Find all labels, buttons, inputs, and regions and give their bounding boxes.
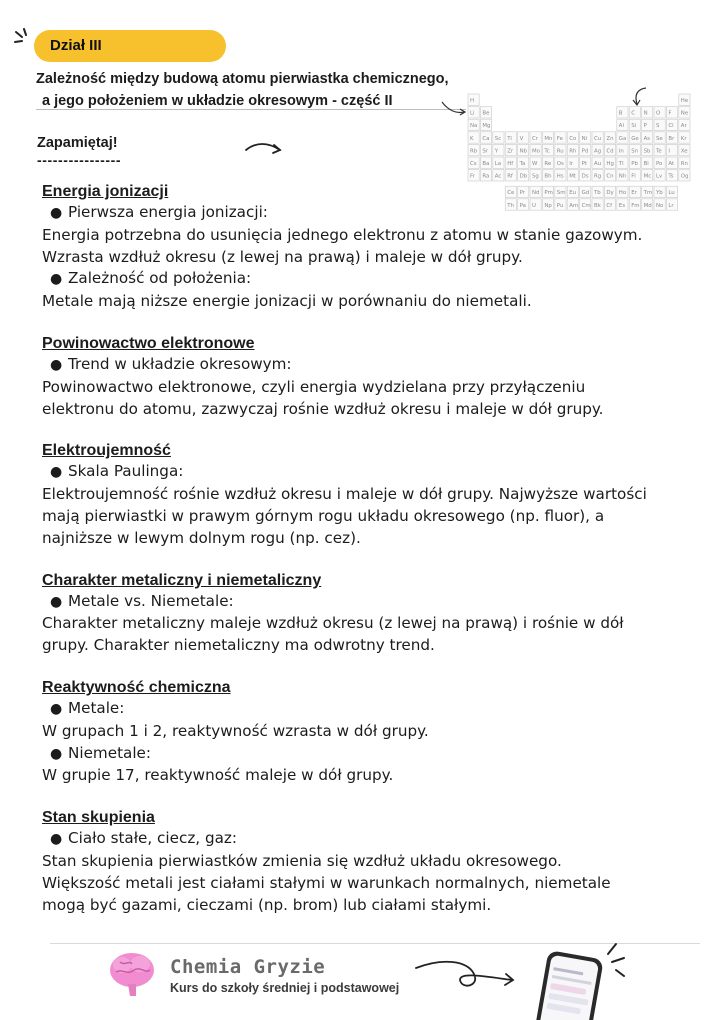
arrow-right-icon [244, 138, 284, 160]
bullet-item [42, 743, 682, 766]
bullet-text: Pierwsza energia jonizacji: [68, 203, 268, 221]
element-symbol: Zn [606, 135, 614, 142]
section-heading: Energia jonizacji [42, 183, 169, 200]
bullet-dot-icon: ● [50, 700, 63, 717]
page-title [36, 68, 476, 112]
element-symbol: Cn [606, 173, 614, 180]
section-heading: Powinowactwo elektronowe [42, 334, 255, 352]
body-text-line: mają pierwiastki w prawym górnym rogu układu okresowego (np. fluor), a [42, 506, 605, 525]
element-symbol: Fl [631, 173, 636, 180]
element-symbol: Fe [556, 135, 563, 142]
element-symbol: Pd [581, 148, 589, 155]
element-symbol: As [643, 135, 651, 142]
element-symbol: He [680, 98, 689, 104]
title-underline [36, 109, 466, 110]
element-symbol: Cf [606, 202, 613, 209]
bullet-dot-icon: ● [50, 831, 63, 848]
bullet-dot-icon: ● [50, 271, 63, 288]
element-symbol: Ni [581, 135, 588, 142]
element-symbol: Rh [569, 148, 577, 155]
bullet-text: Trend w układzie okresowym: [68, 354, 292, 373]
section [42, 440, 682, 549]
element-symbol: Ba [482, 161, 490, 167]
element-symbol: Li [470, 110, 475, 117]
remember-heading: Zapamiętaj! [37, 135, 118, 151]
element-symbol: Xe [680, 148, 688, 155]
section-heading: Reaktywność chemiczna [42, 678, 231, 696]
element-symbol: H [470, 98, 475, 104]
body-text-line: Większość metali jest ciałami stałymi w warunkach normalnych, niemetale [42, 873, 611, 892]
element-symbol: Os [556, 161, 564, 167]
element-symbol: Cs [470, 161, 477, 167]
element-symbol: Ce [507, 190, 515, 197]
element-symbol: No [656, 202, 664, 209]
element-symbol: Pu [556, 202, 564, 209]
element-symbol: Bh [544, 173, 552, 180]
element-symbol: Ts [668, 173, 674, 180]
element-symbol: Tm [643, 190, 653, 197]
bullet-item [42, 828, 682, 851]
body-text-line: Stan skupienia pierwiastków zmienia się wzdłuż układu okresowego. [42, 851, 562, 870]
body-text-line: Energia potrzebna do usunięcia jednego elektronu z atomu w stanie gazowym. [42, 225, 643, 244]
element-symbol: Co [569, 135, 577, 142]
element-symbol: N [643, 110, 648, 117]
element-symbol: Fm [631, 202, 640, 209]
body-text-line: Powinowactwo elektronowe, czyli energia wydzielana przy przyłączeniu [42, 377, 586, 396]
element-symbol: Ar [680, 123, 687, 130]
bullet-text: Metale: [68, 698, 125, 717]
bullet-dot-icon: ● [50, 745, 63, 762]
body-text-line: mogą być gazami, cieczami (np. brom) lub ciałami stałymi. [42, 895, 492, 914]
smartphone-illustration-icon [520, 940, 630, 1020]
element-symbol: Sm [556, 190, 566, 197]
section-heading: Charakter metaliczny i niemetaliczny [42, 571, 322, 589]
element-symbol: Lu [668, 190, 675, 197]
element-symbol: Ac [494, 173, 502, 180]
element-symbol: I [668, 148, 670, 155]
element-symbol: Sb [643, 148, 651, 155]
body-text-line: Metale mają niższe energie jonizacji w porównaniu do niemetali. [42, 292, 532, 311]
element-symbol: Hg [606, 161, 614, 167]
element-symbol: C [631, 110, 635, 117]
element-symbol: Er [631, 190, 637, 197]
element-symbol: Am [569, 202, 579, 209]
element-symbol: B [618, 110, 623, 117]
brand-tagline: Kurs do szkoły średniej i podstawowej [170, 981, 400, 995]
element-symbol: Cm [581, 202, 591, 209]
bullet-item [42, 202, 682, 225]
element-symbol: Sn [631, 148, 639, 155]
element-symbol: Se [656, 135, 663, 142]
element-symbol: Bk [594, 202, 601, 209]
element-symbol: Db [519, 173, 528, 180]
bullet-item [42, 591, 682, 614]
section [42, 807, 682, 916]
element-symbol: Pb [631, 161, 638, 167]
section [42, 570, 682, 657]
bullet-dot-icon: ● [50, 464, 63, 481]
element-symbol: Ir [569, 161, 574, 167]
element-symbol: S [656, 123, 660, 130]
bullet-text: Skala Paulinga: [68, 462, 184, 481]
element-symbol: Rf [507, 173, 513, 180]
element-symbol: Rg [594, 173, 602, 180]
brand-name: Chemia Gryzie [170, 956, 326, 978]
element-symbol: W [532, 161, 538, 167]
element-symbol: Pt [581, 161, 587, 167]
element-symbol: In [618, 148, 624, 155]
body-text-line: elektronu do atomu, zazwyczaj rośnie wzdłuż okresu i maleje w dół grupy. [42, 399, 604, 418]
element-symbol: Mc [643, 173, 652, 180]
element-symbol: Md [643, 202, 652, 209]
element-symbol: P [643, 123, 647, 130]
element-symbol: Tc [544, 148, 550, 155]
element-symbol: Sg [532, 173, 539, 180]
element-symbol: Au [594, 161, 602, 167]
element-symbol: Pa [519, 202, 526, 209]
element-symbol: Th [507, 202, 514, 209]
element-symbol: Be [482, 110, 490, 117]
bullet-dot-icon: ● [50, 593, 63, 610]
element-symbol: K [470, 135, 474, 142]
element-symbol: Lv [656, 173, 663, 180]
element-symbol: Po [656, 161, 663, 167]
body-text-line: W grupie 17, reaktywność maleje w dół grupy. [42, 766, 394, 785]
body-text-line: Elektroujemność rośnie wzdłuż okresu i maleje w dół grupy. Najwyższe wartości [42, 485, 647, 504]
section [42, 181, 682, 313]
bullet-item [42, 354, 682, 377]
element-symbol: Re [544, 161, 552, 167]
element-symbol: Sr [482, 148, 489, 155]
element-symbol: Nd [532, 190, 540, 197]
element-symbol: Cl [668, 123, 674, 130]
body-text-line: W grupach 1 i 2, reaktywność wzrasta w dół grupy. [42, 721, 429, 740]
element-symbol: Tb [594, 190, 601, 197]
element-symbol: Nh [618, 173, 627, 180]
bullet-text: Niemetale: [68, 743, 152, 762]
element-symbol: Ti [507, 135, 512, 142]
element-symbol: Br [668, 135, 675, 142]
element-symbol: Mn [544, 135, 553, 142]
element-symbol: Ge [631, 135, 639, 142]
dashed-separator: ---------------- [37, 152, 122, 168]
element-symbol: Hf [507, 161, 514, 167]
element-symbol: Np [544, 202, 552, 209]
element-symbol: Ta [519, 161, 526, 167]
bullet-text: Metale vs. Niemetale: [68, 591, 234, 610]
section [42, 333, 682, 420]
bullet-text: Ciało stałe, ciecz, gaz: [68, 829, 237, 848]
bullet-item [42, 698, 682, 721]
element-symbol: Ne [680, 110, 689, 117]
element-symbol: Mo [532, 148, 540, 155]
bullet-text: Zależność od położenia: [68, 269, 252, 288]
element-symbol: Y [494, 148, 499, 155]
element-symbol: Hs [556, 173, 564, 180]
element-symbol: Og [680, 173, 689, 180]
element-symbol: F [668, 110, 672, 117]
element-symbol: U [532, 202, 536, 209]
element-symbol: Ag [594, 148, 602, 155]
bullet-dot-icon: ● [50, 356, 63, 373]
element-symbol: Kr [680, 135, 687, 142]
element-symbol: Cd [606, 148, 614, 155]
element-symbol: Es [618, 202, 626, 209]
element-symbol: Ga [618, 135, 627, 142]
element-symbol: O [656, 110, 661, 117]
body-text-line: Charakter metaliczny maleje wzdłuż okresu (z lewej na prawą) i rośnie w dół [42, 614, 624, 633]
element-symbol: Rn [680, 161, 688, 167]
element-symbol: Si [631, 123, 637, 130]
brain-logo-icon [106, 950, 158, 1000]
element-symbol: Ds [581, 173, 589, 180]
element-symbol: Na [470, 123, 478, 130]
element-symbol: Ca [482, 135, 490, 142]
element-symbol: V [519, 135, 524, 142]
title-line-1: Zależność między budową atomu pierwiastka chemicznego, [36, 71, 449, 87]
element-symbol: Rb [470, 148, 478, 155]
title-line-2: a jego położeniem w układzie okresowym - część II [42, 93, 393, 109]
element-symbol: Pr [519, 190, 525, 197]
element-symbol: Fr [470, 173, 475, 180]
element-symbol: Ho [618, 190, 627, 197]
element-symbol: Ra [482, 173, 490, 180]
element-symbol: Eu [569, 190, 577, 197]
element-symbol: Gd [581, 190, 590, 197]
element-symbol: Ru [556, 148, 564, 155]
arrow-right-icon [412, 958, 522, 998]
section-heading: Stan skupienia [42, 809, 155, 827]
element-symbol: Dy [606, 190, 614, 197]
element-symbol: Zr [507, 148, 514, 155]
element-symbol: Cu [594, 135, 602, 142]
element-symbol: Yb [656, 190, 663, 197]
body-text-line: Wzrasta wzdłuż okresu (z lewej na prawą) i maleje w dół grupy. [42, 247, 523, 266]
element-symbol: Mt [569, 173, 576, 180]
element-symbol: Mg [482, 123, 491, 130]
bullet-dot-icon: ● [50, 205, 63, 221]
element-symbol: Te [656, 148, 662, 155]
element-symbol: Cr [532, 135, 538, 142]
element-symbol: Pm [544, 190, 553, 197]
element-symbol: La [494, 161, 502, 167]
body-text-line: najniższe w lewym dolnym rogu (np. cez). [42, 528, 361, 547]
element-symbol: At [668, 161, 675, 167]
section [42, 677, 682, 787]
section-badge: Dział III [34, 30, 226, 62]
bullet-item [42, 461, 682, 484]
element-symbol: Lr [668, 202, 674, 209]
element-symbol: Sc [494, 135, 502, 142]
element-symbol: Nb [519, 148, 528, 155]
element-symbol: Bi [643, 161, 649, 167]
element-symbol: Tl [618, 161, 624, 167]
element-symbol: Al [618, 123, 624, 130]
body-text-line: grupy. Charakter niemetaliczny ma odwrotny trend. [42, 636, 435, 655]
notes-content [42, 181, 682, 936]
bullet-item [42, 268, 682, 291]
section-heading: Elektroujemność [42, 442, 171, 460]
